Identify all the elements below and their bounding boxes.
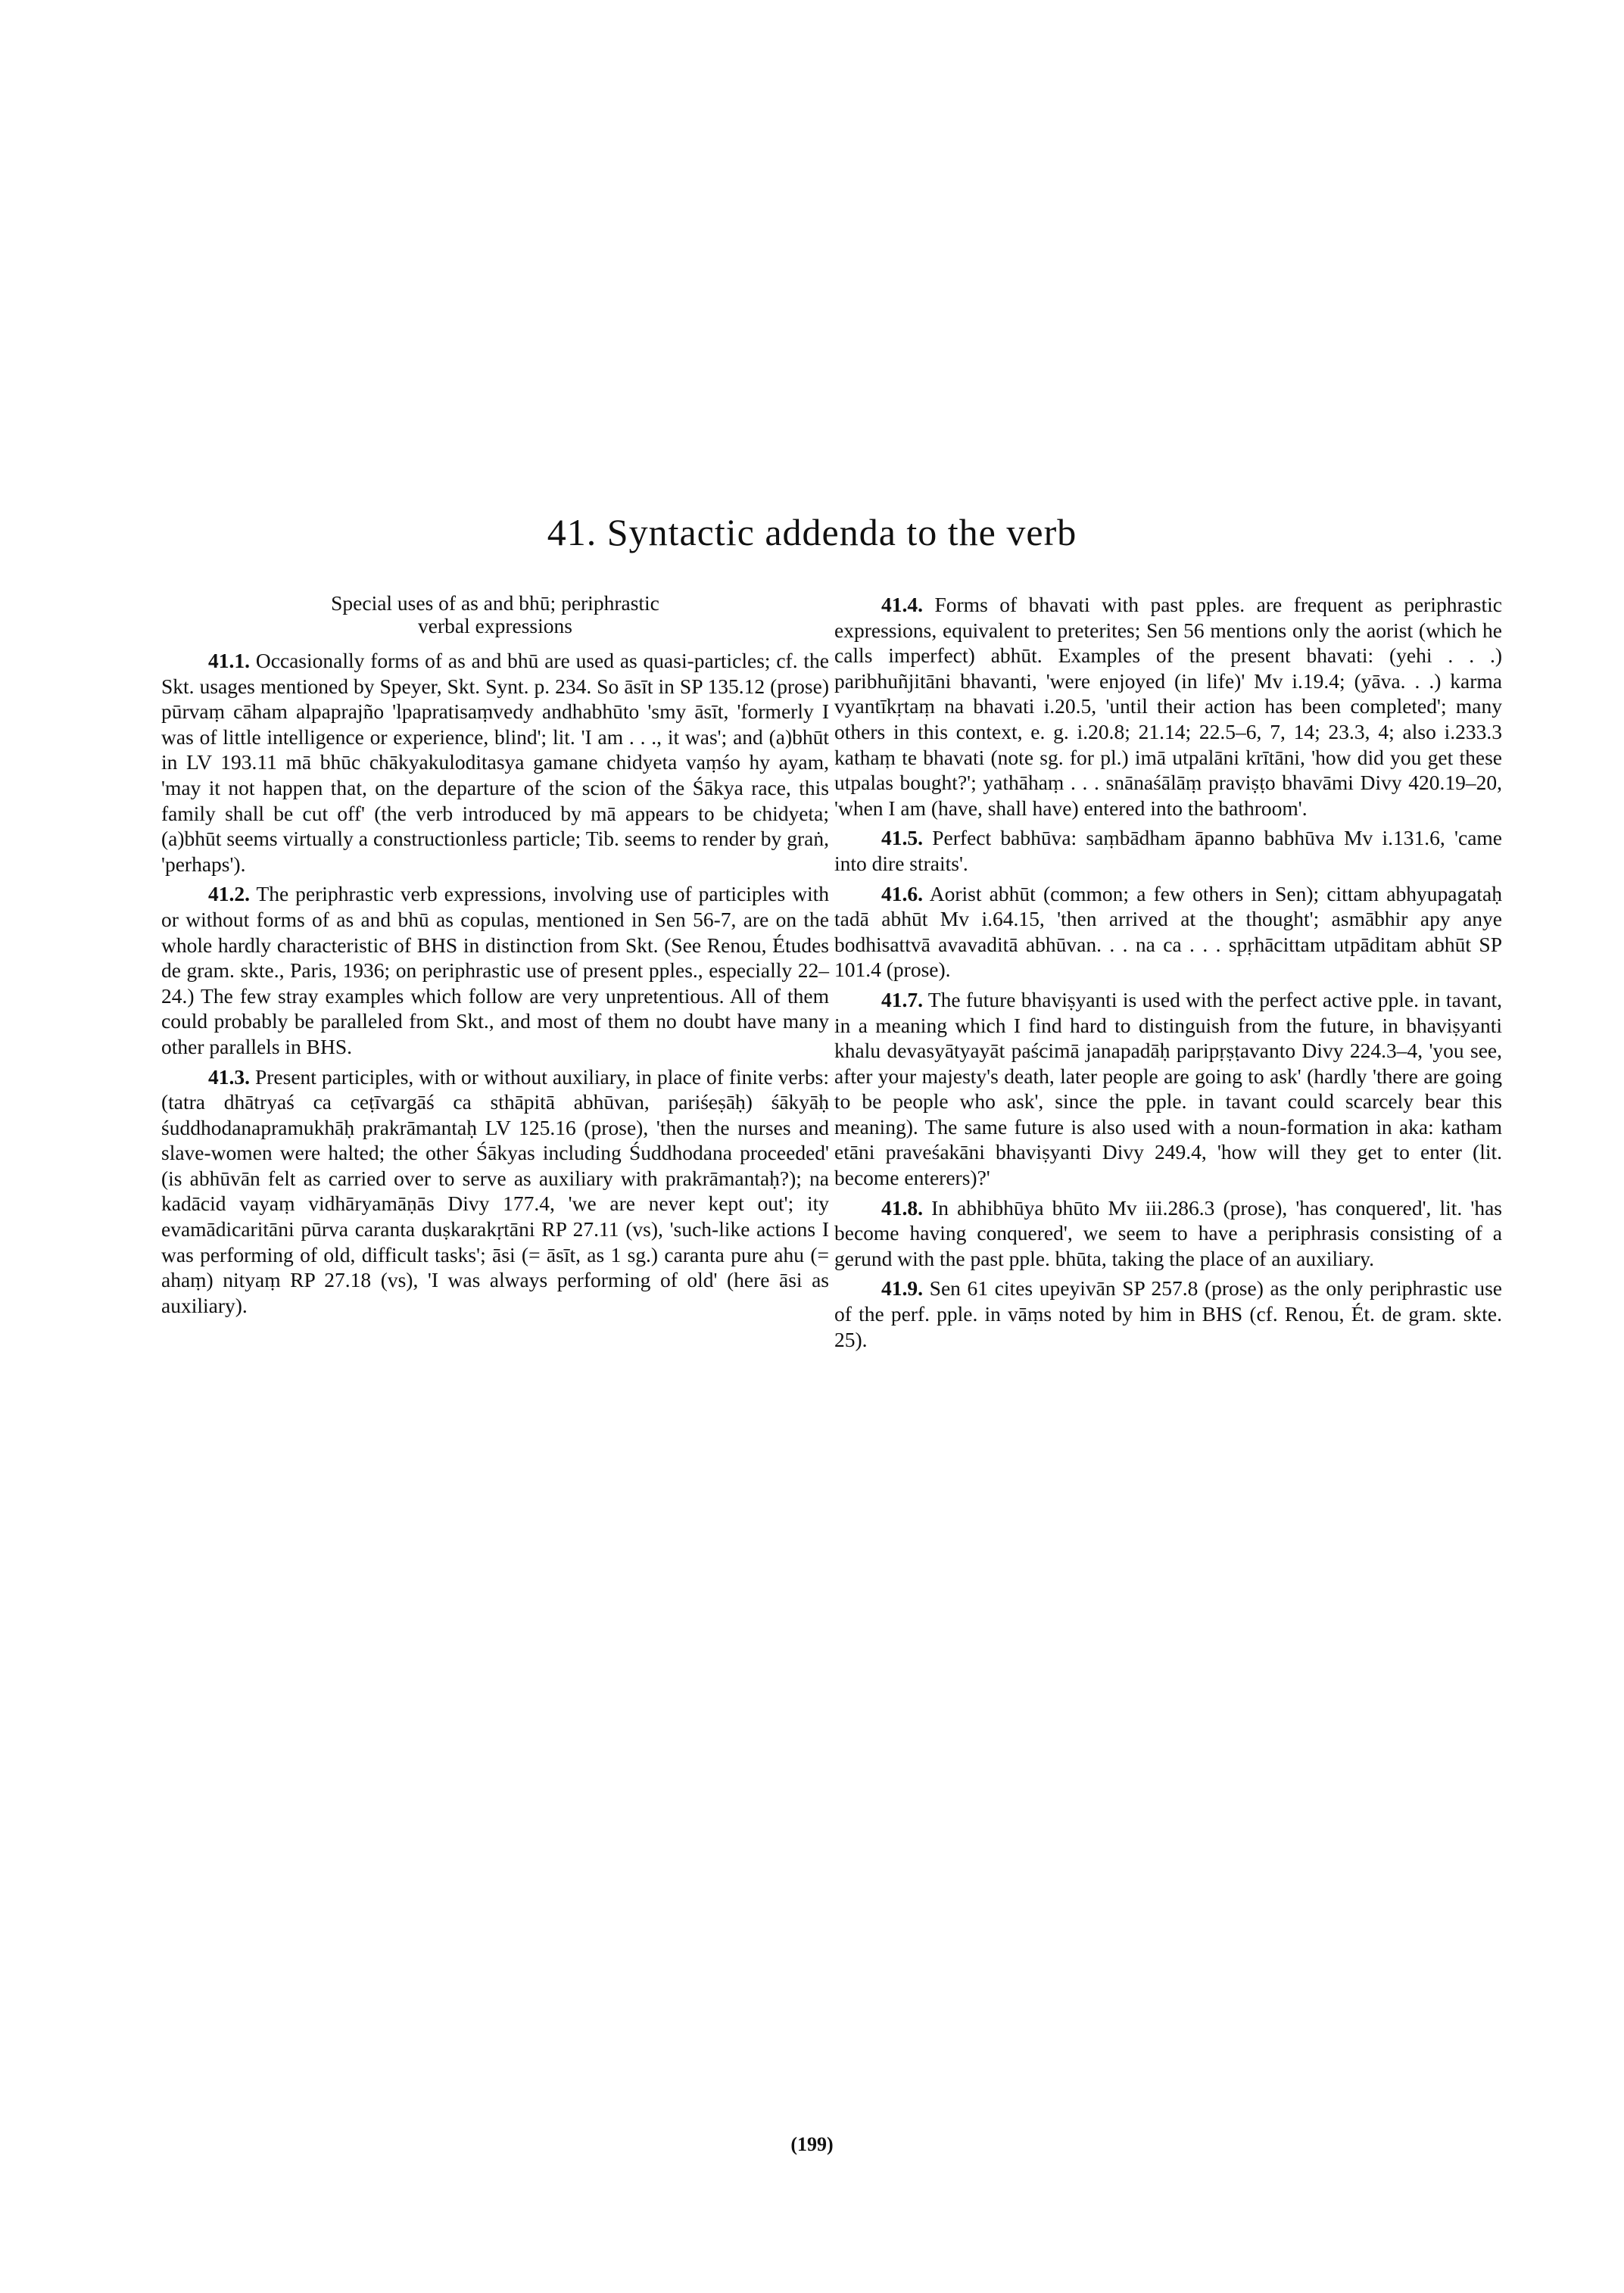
paragraph-number: 41.5. xyxy=(881,826,923,850)
paragraph-41-2 xyxy=(161,881,829,1059)
paragraph-number: 41.8. xyxy=(881,1195,923,1220)
paragraph-text: Aorist abhūt (common; a few others in Sen); cittam abhyupagataḥ tadā abhūt Mv i.64.15, 'then arrived at the thought'; asmābhir apy anye bodhisattvā avavaditā abhūvan. . . na ca . . . spṛhācittam utpāditam abhūt SP 101.4 (prose). xyxy=(834,881,1502,982)
paragraph-text: The future bhaviṣyanti is used with the perfect active pple. in tavant, in a meaning which I find hard to distinguish from the future, in bhaviṣyanti khalu devasyātyayāt paścimā janapadāḥ paripṛṣṭavanto Divy 224.3–4, 'you see, after your majesty's death, later people are going to ask' (hardly 'there are going to be people who ask', since the pple. in tavant could scarcely bear this meaning). The same future is also used with a noun-formation in aka: katham etāni praveśakāni bhaviṣyanti Divy 249.4, 'how will they get to enter (lit. become enterers)?' xyxy=(834,987,1502,1190)
paragraph-41-3 xyxy=(161,1064,829,1319)
section-heading-line: Special uses of as and bhū; periphrastic xyxy=(331,591,659,615)
paragraph-text: Sen 61 cites upeyivān SP 257.8 (prose) as the only periphrastic use of the perf. pple. in vāṃs noted by him in BHS (cf. Renou, Ét. de gram. skte. 25). xyxy=(834,1276,1502,1351)
page-number: (199) xyxy=(790,2133,834,2155)
paragraph-41-1 xyxy=(161,648,829,877)
paragraph-number: 41.6. xyxy=(881,881,923,905)
paragraph-number: 41.1. xyxy=(208,649,250,672)
section-heading-line: verbal expressions xyxy=(418,614,572,637)
paragraph-text: In abhibhūya bhūto Mv iii.286.3 (prose), 'has conquered', lit. 'has become having conquered', we seem to have a periphrasis consisting of a gerund with the past pple. bhūta, taking the place of an auxiliary. xyxy=(834,1195,1503,1270)
paragraph-number: 41.3. xyxy=(208,1064,250,1089)
section-heading xyxy=(161,592,829,637)
paragraph-text: Forms of bhavati with past pples. are frequent as periphrastic expressions, equivalent to preterites; Sen 56 mentions only the aorist (which he calls imperfect) abhūt. Examples of the present bhavati: (yehi . . .) paribhuñjitāni bhavanti, 'were enjoyed (in life)' Mv i.19.4; (yāva. . .) karma vyantīkṛtaṃ na bhavati i.20.5, 'until their action has been completed'; many others in this context, e. g. i.20.8; 21.14; 22.5–6, 7, 14; 23.3, 4; also i.233.3 kathaṃ te bhavati (note sg. for pl.) imā utpalāni krītāni, 'how did you get these utpalas bought?'; yathāhaṃ . . . snānaśālāṃ praviṣṭo bhavāmi Divy 420.19–20, 'when I am (have, shall have) entered into the bathroom'. xyxy=(834,593,1502,820)
paragraph-number: 41.2. xyxy=(208,882,250,906)
paragraph-number: 41.4. xyxy=(881,593,923,616)
paragraph-text: Present participles, with or without auxiliary, in place of finite verbs: (tatra dhātryaś ca ceṭīvargāś ca sthāpitā abhūvan, pariśeṣāḥ) śākyāḥ śuddhodanapramukhāḥ prakrāmantaḥ LV 125.16 (prose), 'then the nurses and slave-women were halted; the other Śākyas including Śuddhodana proceeded' (is abhūvān felt as carried over to serve as auxiliary with prakrāmantaḥ?); na kadācid vayaṃ vidhāryamāṇās Divy 177.4, 'we are never kept out'; ity evamādicaritāni pūrva caranta duṣkarakṛtāni RP 27.11 (vs), 'such-like actions I was performing of old, difficult tasks'; āsi (= āsīt, as 1 sg.) caranta pure ahu (= ahaṃ) nityaṃ RP 27.18 (vs), 'I was always performing of old' (here āsi as auxiliary). xyxy=(161,1064,830,1317)
paragraph-text: The periphrastic verb expressions, involving use of participles with or without forms of as and bhū as copulas, mentioned in Sen 56-7, are on the whole hardly characteristic of BHS in distinction from Skt. (See Renou, Études de gram. skte., Paris, 1936; on periphrastic use of present pples., especially 22–24.) The few stray examples which follow are very unpretentious. All of them could probably be paralleled from Skt., and most of them no doubt have many other parallels in BHS. xyxy=(161,882,829,1058)
paragraph-41-4 xyxy=(834,592,1502,821)
paragraph-number: 41.9. xyxy=(881,1276,923,1301)
paragraph-41-5 xyxy=(834,825,1502,876)
paragraph-text: Occasionally forms of as and bhū are used as quasi-particles; cf. the Skt. usages mentioned by Speyer, Skt. Synt. p. 234. So āsīt in SP 135.12 (prose) pūrvaṃ cāham alpaprajño 'lpapratisaṃvedy andhabhūto 'smy āsīt, 'formerly I was of little intelligence or experience, blind'; lit. 'I am . . ., it was'; and (a)bhūt in LV 193.11 mā bhūc chākyakuloditasya gamane chidyeta vaṃśo hy ayam, 'may it not happen that, on the departure of the scion of the Śākya race, this family shall be cut off' (the verb introduced by mā appears to be chidyeta; (a)bhūt seems virtually a constructionless particle; Tib. seems to render by graṅ, 'perhaps'). xyxy=(161,649,830,876)
left-column xyxy=(161,592,829,1323)
paragraph-41-6 xyxy=(834,881,1502,983)
paragraph-41-9 xyxy=(834,1276,1502,1352)
paragraph-text: Perfect babhūva: saṃbādham āpanno babhūva Mv i.131.6, 'came into dire straits'. xyxy=(834,826,1502,875)
paragraph-41-8 xyxy=(834,1195,1502,1272)
paragraph-41-7 xyxy=(834,987,1502,1191)
page-title: 41. Syntactic addenda to the verb xyxy=(547,510,1077,553)
paragraph-number: 41.7. xyxy=(881,987,923,1011)
right-column xyxy=(834,592,1502,1357)
